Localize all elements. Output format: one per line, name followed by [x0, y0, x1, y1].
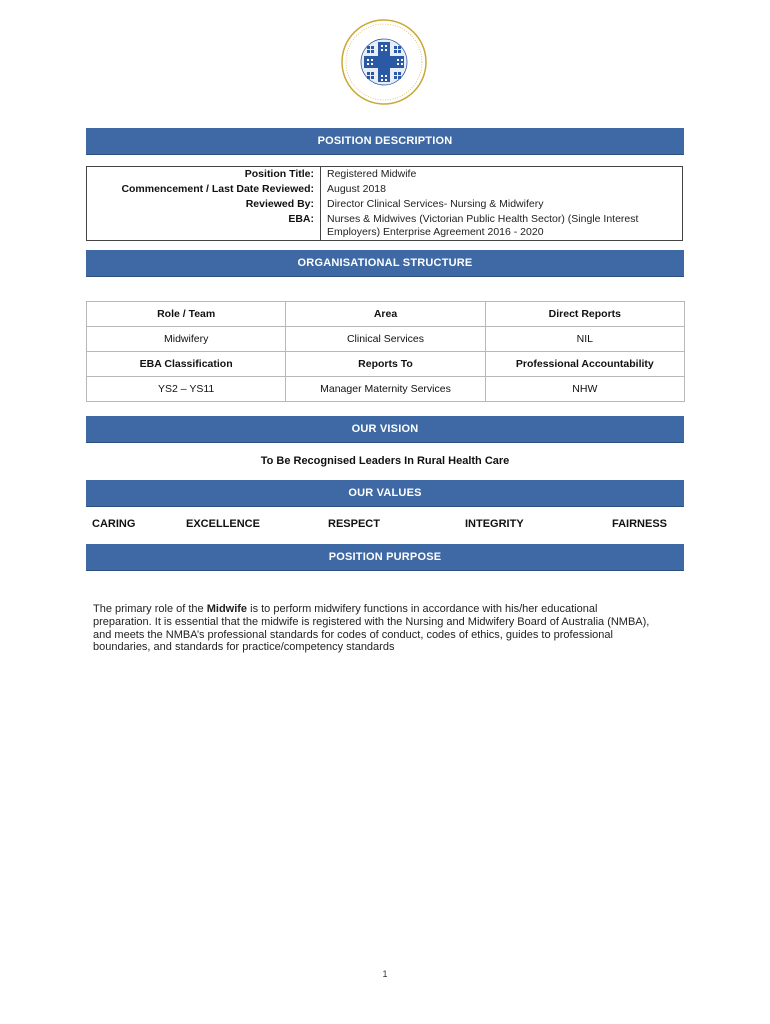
commencement-value: August 2018: [321, 182, 683, 197]
value-excellence: EXCELLENCE: [186, 518, 260, 530]
northeast-health-logo: [340, 18, 428, 106]
value-integrity: INTEGRITY: [465, 518, 524, 530]
table-row: [87, 302, 685, 327]
value-respect: RESPECT: [328, 518, 380, 530]
direct-reports-value: NIL: [485, 327, 684, 352]
eba-classification-header: EBA Classification: [87, 352, 286, 377]
position-description-header: POSITION DESCRIPTION: [86, 128, 684, 155]
professional-accountability-header: Professional Accountability: [485, 352, 684, 377]
table-row: [87, 327, 685, 352]
table-row: [87, 182, 683, 197]
table-row: [87, 167, 683, 183]
organisational-structure-table: [86, 301, 685, 402]
position-purpose-header: POSITION PURPOSE: [86, 544, 684, 571]
eba-value: Nurses & Midwives (Victorian Public Health Sector) (Single Interest Employers) Enterprise Agreement 2016 - 2020: [321, 212, 683, 241]
table-row: [87, 212, 683, 241]
position-purpose-text: [93, 603, 653, 654]
table-row: [87, 352, 685, 377]
reviewed-by-label: Reviewed By:: [87, 197, 321, 212]
table-row: [87, 377, 685, 402]
value-fairness: FAIRNESS: [612, 518, 668, 530]
area-value: Clinical Services: [286, 327, 485, 352]
eba-classification-value: YS2 – YS11: [87, 377, 286, 402]
table-row: [87, 197, 683, 212]
position-title-value: Registered Midwife: [321, 167, 683, 183]
area-header: Area: [286, 302, 485, 327]
position-details-table: [86, 166, 683, 241]
reports-to-header: Reports To: [286, 352, 485, 377]
role-team-header: Role / Team: [87, 302, 286, 327]
our-values-header: OUR VALUES: [86, 480, 684, 507]
value-caring: CARING: [92, 518, 136, 530]
role-team-value: Midwifery: [87, 327, 286, 352]
direct-reports-header: Direct Reports: [485, 302, 684, 327]
vision-statement: To Be Recognised Leaders In Rural Health Care: [260, 455, 510, 467]
page-number: 1: [382, 969, 388, 979]
purpose-text-bold: Midwife: [206, 603, 248, 615]
our-vision-header: OUR VISION: [86, 416, 684, 443]
purpose-text-rest: is to perform midwifery functions in accordance with his/her educational preparation. It is essential that the midwife is registered with the Nursing and Midwifery Board of Australia (NMBA), and meets the NMBA’s professional standards for codes of conduct, codes of ethics, guides to professional boundaries, and standards for practice/competency standards: [93, 603, 650, 654]
professional-accountability-value: NHW: [485, 377, 684, 402]
reports-to-value: Manager Maternity Services: [286, 377, 485, 402]
purpose-text-start: The primary role of the: [93, 603, 207, 615]
commencement-label: Commencement / Last Date Reviewed:: [87, 182, 321, 197]
organisational-structure-header: ORGANISATIONAL STRUCTURE: [86, 250, 684, 277]
reviewed-by-value: Director Clinical Services- Nursing & Midwifery: [321, 197, 683, 212]
position-title-label: Position Title:: [87, 167, 321, 183]
eba-label: EBA:: [87, 212, 321, 241]
